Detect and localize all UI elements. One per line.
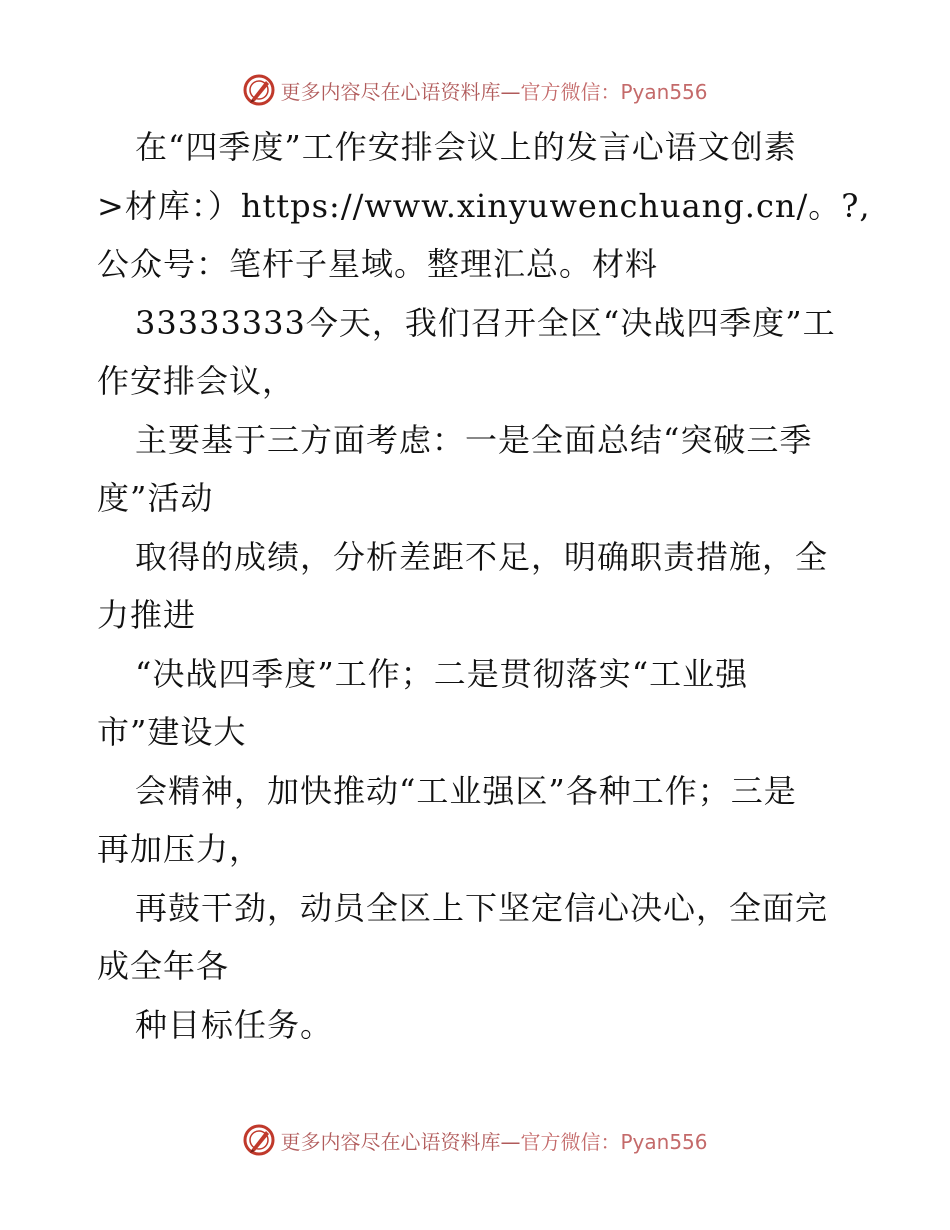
body-line: “决战四季度”工作；二是贯彻落实“工业强 [135, 654, 749, 693]
header-banner-wechat: 官方微信： [520, 79, 621, 104]
document-body [97, 118, 871, 1054]
header-banner-id: Pyan556 [620, 79, 708, 104]
body-line: 再鼓干劲，动员全区上下坚定信心决心，全面完 [135, 888, 829, 927]
body-line: 力推进 [97, 596, 197, 634]
pen-logo-icon [242, 1123, 276, 1157]
body-line: 33333333今天，我们召开全区“决战四季度”工 [135, 303, 836, 342]
body-line: 成全年各 [97, 947, 230, 985]
header-banner-main: 更多内容尽在心语资料库 [280, 79, 501, 104]
body-line: 度”活动 [97, 479, 214, 517]
header-banner-text [280, 76, 707, 105]
header-banner-dash: — [500, 79, 521, 104]
body-line: 在“四季度”工作安排会议上的发言心语文创素 [135, 128, 797, 166]
footer-banner-wechat: 官方微信： [520, 1129, 621, 1154]
footer-banner-dash: — [500, 1129, 521, 1154]
body-line: 再加压力， [97, 830, 263, 868]
footer-banner [0, 1120, 950, 1160]
body-line: 作安排会议， [97, 362, 296, 400]
footer-banner-id: Pyan556 [620, 1129, 708, 1154]
body-line: 主要基于三方面考虑：一是全面总结“突破三季 [135, 420, 813, 459]
body-line: >材库：）https://www.xinyuwenchuang.cn/。?, [97, 186, 871, 225]
body-line: 公众号：笔杆子星域。整理汇总。材料 [97, 245, 659, 283]
body-line: 市”建设大 [97, 713, 247, 751]
footer-banner-text [280, 1126, 707, 1155]
body-line: 会精神，加快推动“工业强区”各种工作；三是 [135, 771, 797, 810]
body-line: 种目标任务。 [135, 1005, 334, 1044]
pen-logo-icon [242, 73, 276, 107]
header-banner [0, 70, 950, 110]
footer-banner-main: 更多内容尽在心语资料库 [280, 1129, 501, 1154]
body-line: 取得的成绩，分析差距不足，明确职责措施，全 [135, 537, 829, 576]
